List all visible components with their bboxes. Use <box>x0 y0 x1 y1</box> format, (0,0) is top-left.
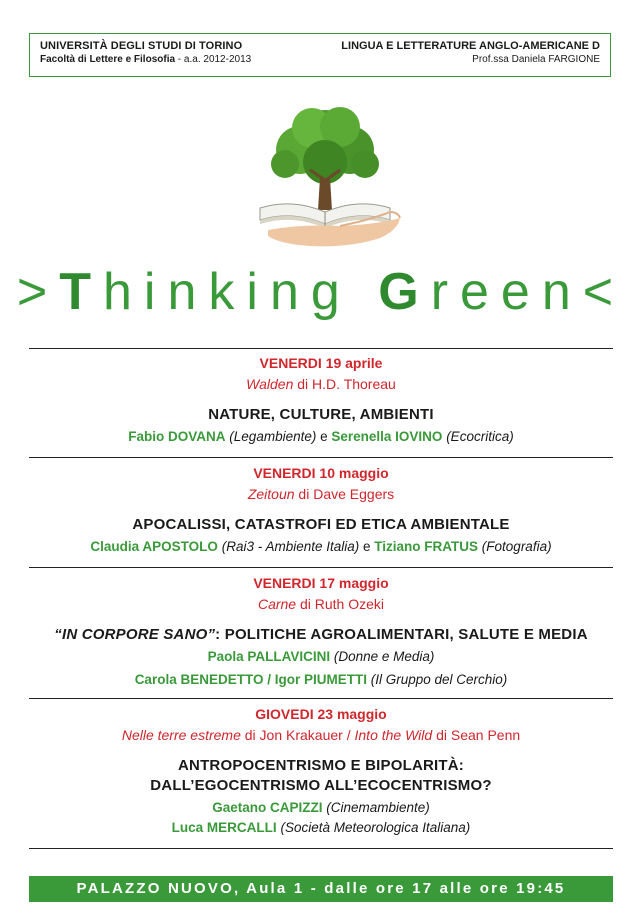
event-speakers <box>29 539 613 554</box>
title-letter-t: T <box>59 263 103 321</box>
event-topic <box>29 626 613 643</box>
speaker-name: Serenella IOVINO <box>331 429 443 444</box>
event-speaker-line <box>29 672 613 687</box>
work-author: di Ruth Ozeki <box>296 596 385 612</box>
work-author: di Jon Krakauer / <box>240 727 355 743</box>
event-date: VENERDI 17 maggio <box>253 575 389 591</box>
header-left <box>40 40 251 65</box>
academic-year: - a.a. 2012-2013 <box>175 54 252 65</box>
university-name: UNIVERSITÀ DEGLI STUDI DI TORINO <box>40 40 243 52</box>
event-4 <box>29 706 613 835</box>
work-author: di Dave Eggers <box>294 486 395 502</box>
speaker-name: Fabio DOVANA <box>128 429 226 444</box>
divider <box>29 457 613 458</box>
work-title-2: Into the Wild <box>354 727 433 743</box>
speaker-name: Carola BENEDETTO / Igor PIUMETTI <box>134 672 367 687</box>
work-title: Walden <box>246 376 294 392</box>
page-title <box>0 262 642 322</box>
event-topic-line-2: DALL’EGOCENTRISMO ALL’ECOCENTRISMO? <box>150 777 492 794</box>
speaker-affiliation: (Legambiente) <box>229 429 317 444</box>
title-letter-g: G <box>378 263 431 321</box>
title-close-bracket: < <box>582 263 626 321</box>
speaker-join: e <box>316 429 332 444</box>
title-hinking: hinking <box>103 263 379 321</box>
faculty-name: Facoltà di Lettere e Filosofia <box>40 54 176 65</box>
speaker-affiliation: (Fotografia) <box>481 539 552 554</box>
event-topic: APOCALISSI, CATASTROFI ED ETICA AMBIENTALE <box>132 516 510 533</box>
event-speakers <box>29 429 613 444</box>
title-reen: reen <box>430 263 583 321</box>
event-2 <box>29 465 613 554</box>
event-speaker-line <box>29 800 613 815</box>
work-title: Carne <box>257 596 297 612</box>
event-date: VENERDI 19 aprile <box>259 355 383 371</box>
work-title: Zeitoun <box>247 486 295 502</box>
work-author: di H.D. Thoreau <box>293 376 396 392</box>
event-work <box>29 486 613 502</box>
event-work <box>29 376 613 392</box>
speaker-name: Claudia APOSTOLO <box>90 539 218 554</box>
event-topic-line-1: ANTROPOCENTRISMO E BIPOLARITÀ: <box>178 757 464 774</box>
speaker-affiliation: (Rai3 - Ambiente Italia) <box>221 539 360 554</box>
speaker-name: Paola PALLAVICINI <box>207 649 331 664</box>
work-title: Nelle terre estreme <box>121 727 241 743</box>
speaker-name: Luca MERCALLI <box>171 820 277 835</box>
speaker-affiliation: (Ecocritica) <box>446 429 514 444</box>
divider <box>29 698 613 699</box>
header-box <box>29 33 611 77</box>
speaker-affiliation: (Società Meteorologica Italiana) <box>280 820 471 835</box>
professor-name: Prof.ssa Daniela FARGIONE <box>472 54 600 65</box>
event-date: VENERDI 10 maggio <box>253 465 389 481</box>
tree-on-book-in-hand-icon <box>240 100 410 260</box>
divider <box>29 848 613 849</box>
header-right <box>341 40 600 65</box>
speaker-name: Tiziano FRATUS <box>374 539 479 554</box>
event-3 <box>29 575 613 687</box>
topic-rest: : POLITICHE AGROALIMENTARI, SALUTE E MEDIA <box>215 626 588 643</box>
event-date: GIOVEDI 23 maggio <box>255 706 387 722</box>
event-speaker-line <box>29 649 613 664</box>
divider <box>29 567 613 568</box>
event-work <box>29 596 613 612</box>
event-work <box>29 727 613 743</box>
topic-italic: “IN CORPORE SANO” <box>54 626 216 643</box>
event-speaker-line <box>29 820 613 835</box>
course-name: LINGUA E LETTERATURE ANGLO-AMERICANE D <box>341 40 600 52</box>
speaker-name: Gaetano CAPIZZI <box>212 800 323 815</box>
speaker-affiliation: (Cinemambiente) <box>326 800 430 815</box>
event-topic: NATURE, CULTURE, AMBIENTI <box>208 406 434 423</box>
faculty-line <box>40 54 251 65</box>
divider <box>29 348 613 349</box>
work-director: di Sean Penn <box>432 727 521 743</box>
venue-banner: PALAZZO NUOVO, Aula 1 - dalle ore 17 alle ore 19:45 <box>29 876 613 902</box>
title-open-bracket: > <box>16 263 60 321</box>
speaker-affiliation: (Il Gruppo del Cerchio) <box>370 672 508 687</box>
event-1 <box>29 355 613 444</box>
speaker-join: e <box>359 539 375 554</box>
speaker-affiliation: (Donne e Media) <box>333 649 435 664</box>
